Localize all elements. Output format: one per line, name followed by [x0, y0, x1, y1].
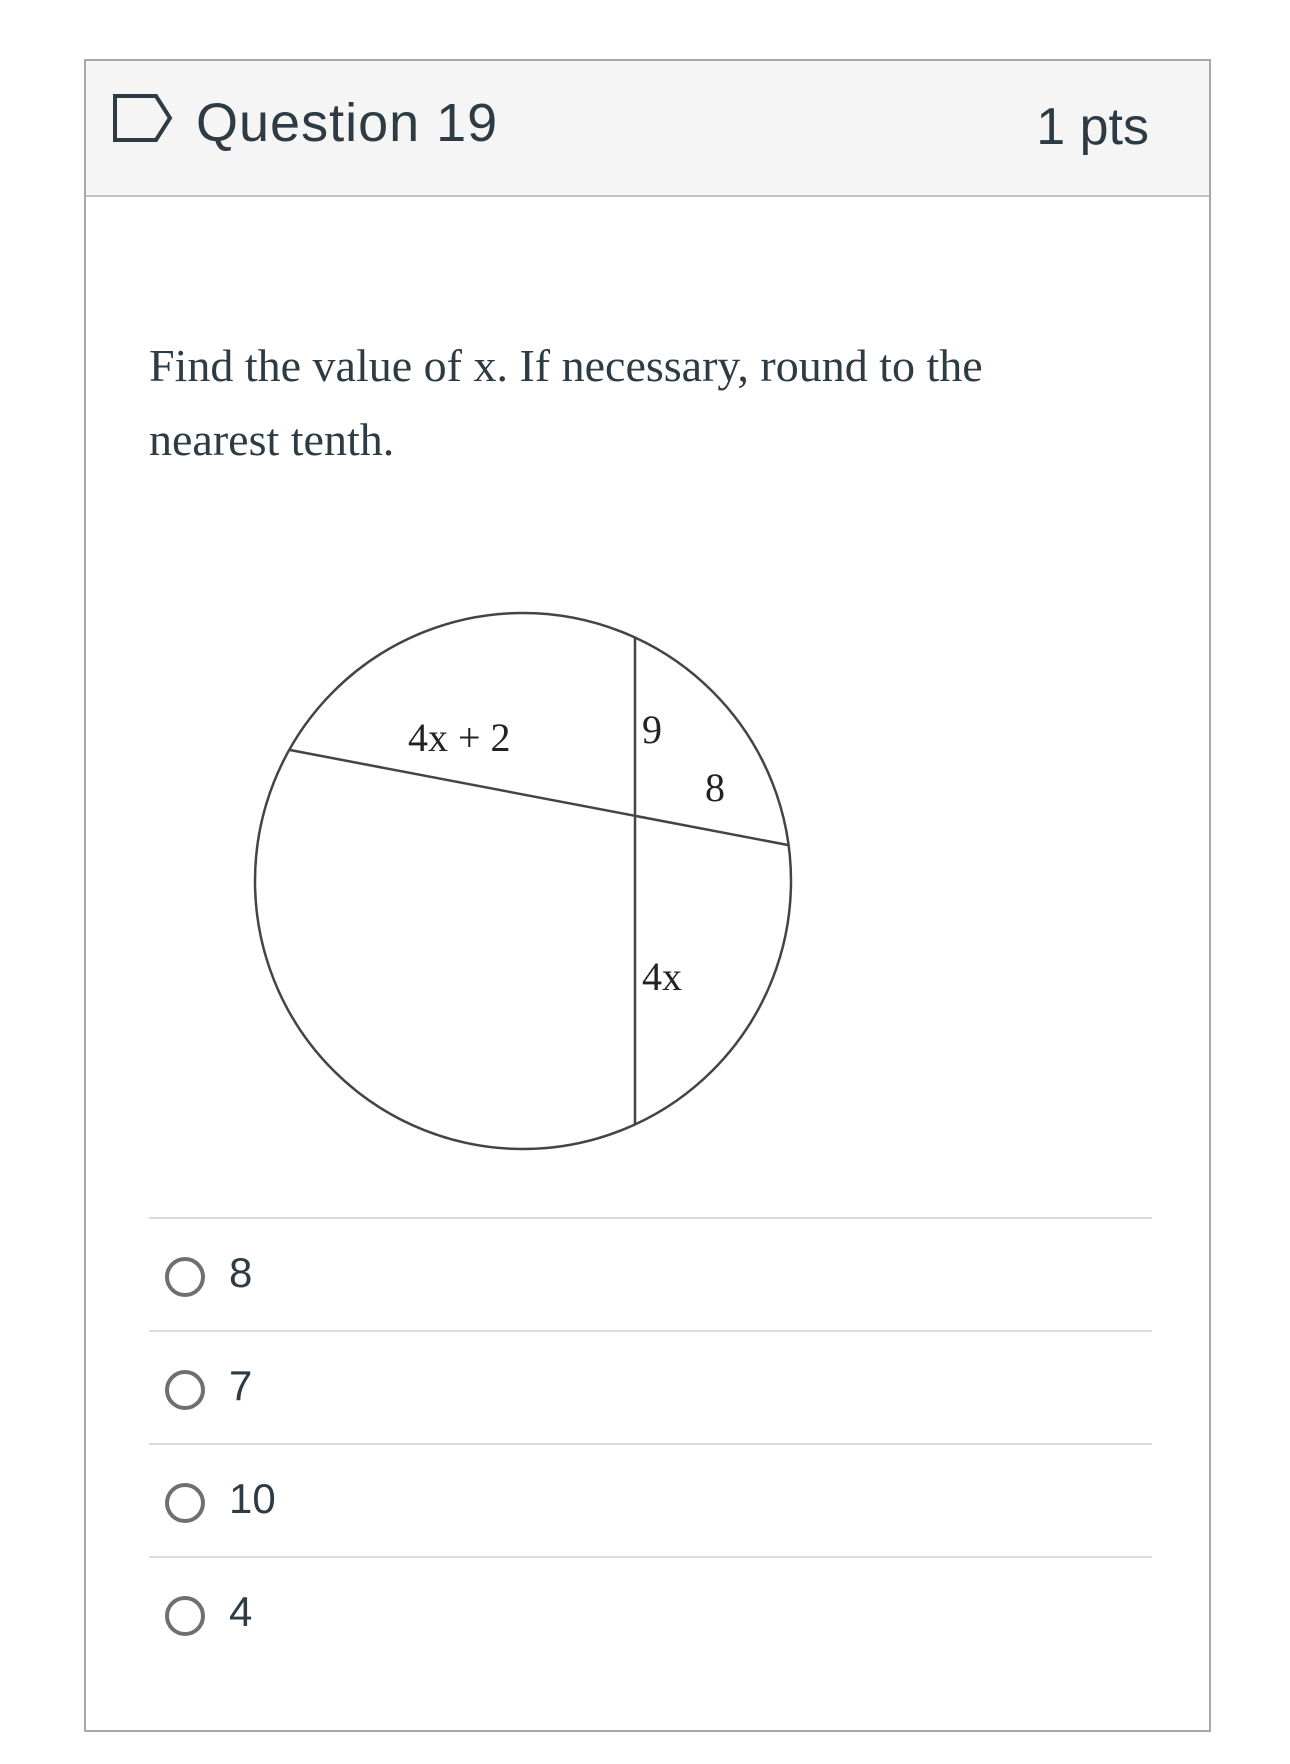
radio-button[interactable] [165, 1257, 205, 1297]
question-title: Question 19 [196, 93, 499, 153]
question-card [84, 59, 1211, 1732]
label-8: 8 [705, 765, 725, 810]
radio-button[interactable] [165, 1370, 205, 1410]
question-prompt: Find the value of x. If necessary, round to the nearest tenth. [149, 340, 983, 465]
radio-button[interactable] [165, 1483, 205, 1523]
question-header [86, 61, 1209, 197]
answer-label[interactable]: 4 [229, 1588, 253, 1635]
chord-diagram [168, 545, 818, 1165]
answer-option[interactable] [149, 1330, 1152, 1443]
answer-option[interactable] [149, 1556, 1152, 1669]
circle [255, 613, 791, 1149]
flag-icon[interactable] [112, 93, 174, 143]
label-4x: 4x [642, 954, 682, 999]
radio-button[interactable] [165, 1596, 205, 1636]
label-9: 9 [642, 707, 662, 752]
label-4x-plus-2: 4x + 2 [408, 715, 511, 760]
answer-label[interactable]: 7 [229, 1362, 253, 1409]
answer-option[interactable] [149, 1443, 1152, 1556]
answer-option[interactable] [149, 1217, 1152, 1330]
question-points: 1 pts [1036, 98, 1149, 156]
answer-label[interactable]: 8 [229, 1249, 253, 1296]
answer-list [149, 1217, 1152, 1669]
answer-label[interactable]: 10 [229, 1475, 276, 1522]
